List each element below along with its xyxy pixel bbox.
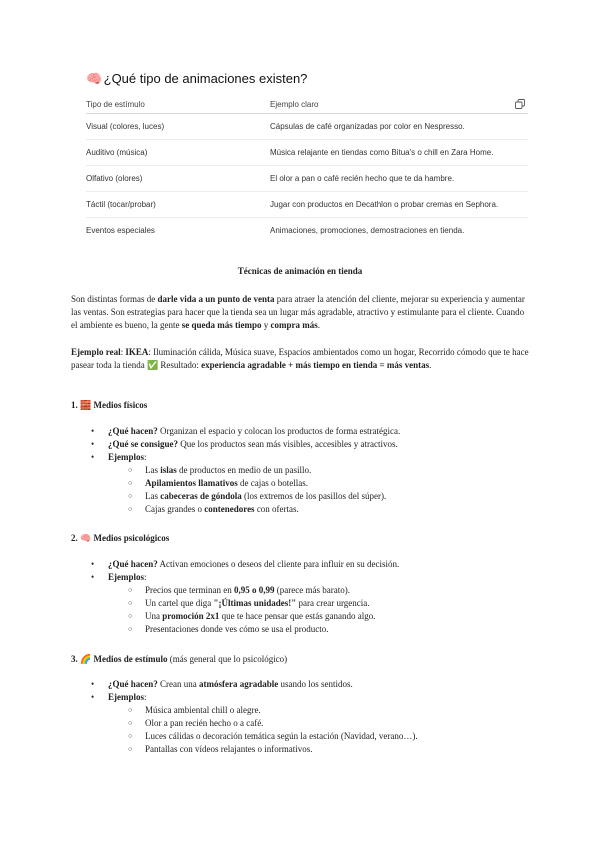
section-3-heading: 3. 🌈 Medios de estímulo (más general que lo psicológico) xyxy=(71,654,288,664)
table-cell: Auditivo (música) xyxy=(86,140,270,166)
intro-paragraph: Son distintas formas de darle vida a un punto de venta para atraer la atención del cliente, mejorar su experiencia y aumentar las ventas. Son estrategias para hacer que la tienda sea un lugar más agradable, atractivo y estimulante para el cliente. Cuando el ambiente es bueno, la gente se queda más tiempo y compra más. xyxy=(71,294,525,330)
sub-list-item: ○ Cajas grandes o contenedores con ofertas. xyxy=(108,503,400,516)
sub-list-item: ○ Música ambiental chill o alegre. xyxy=(108,704,418,717)
sub-list-item: ○ Pantallas con vídeos relajantes o informativos. xyxy=(108,743,418,756)
column-header: Tipo de estímulo xyxy=(86,96,270,114)
table-cell: Visual (colores, luces) xyxy=(86,114,270,140)
brain-icon: 🧠 xyxy=(80,533,92,543)
table-row xyxy=(86,114,528,140)
table-cell: Olfativo (olores) xyxy=(86,166,270,192)
table-header-row xyxy=(86,96,528,114)
column-header: Ejemplo claro xyxy=(270,96,528,114)
list-item: • Ejemplos: ○ Precios que terminan en 0,95 o 0,99 (parece más barato). ○ Un cartel que diga "¡Últimas unidades!" para crear urgencia. ○ Una promoción 2x1 que te hace pensar que estás ganando algo. ○ Presentaciones donde ves cómo se usa el producto. xyxy=(71,571,399,636)
table-cell: Táctil (tocar/probar) xyxy=(86,192,270,218)
list-item: • Ejemplos: ○ Música ambiental chill o alegre. ○ Olor a pan recién hecho o a café. ○ Luces cálidas o decoración temática según la estación (Navidad, verano…). ○ Pantallas con vídeos relajantes o informativos. xyxy=(71,691,418,756)
sub-list-item: ○ Las islas de productos en medio de un pasillo. xyxy=(108,464,400,477)
brick-icon: 🧱 xyxy=(80,400,92,410)
table-row xyxy=(86,218,528,244)
section-3-list xyxy=(71,678,418,756)
table-cell: Música relajante en tiendas como Bitua's o chill en Zara Home. xyxy=(270,140,528,166)
table-cell: Animaciones, promociones, demostraciones en tienda. xyxy=(270,226,465,235)
list-item: • ¿Qué hacen? Crean una atmósfera agradable usando los sentidos. xyxy=(71,678,418,691)
section-2-heading: 2. 🧠 Medios psicológicos xyxy=(71,533,170,543)
list-item: • ¿Qué se consigue? Que los productos sean más visibles, accesibles y atractivos. xyxy=(71,438,400,451)
table-cell: Eventos especiales xyxy=(86,226,155,235)
table-cell: El olor a pan o café recién hecho que te da hambre. xyxy=(270,166,528,192)
sub-list-item: ○ Apilamientos llamativos de cajas o botellas. xyxy=(108,477,400,490)
section-2-list xyxy=(71,558,399,636)
table-row xyxy=(86,166,528,192)
sub-list-item: ○ Las cabeceras de góndola (los extremos de los pasillos del súper). xyxy=(108,490,400,503)
table-row xyxy=(86,140,528,166)
section-1-list xyxy=(71,425,400,516)
list-item: • ¿Qué hacen? Activan emociones o deseos del cliente para influir en su decisión. xyxy=(71,558,399,571)
section-1-heading: 1. 🧱 Medios físicos xyxy=(71,400,148,410)
heading-text: ¿Qué tipo de animaciones existen? xyxy=(103,71,308,86)
list-item: • ¿Qué hacen? Organizan el espacio y colocan los productos de forma estratégica. xyxy=(71,425,400,438)
example-paragraph: Ejemplo real: IKEA: Iluminación cálida, Música suave, Espacios ambientados como un hogar, Recorrido cómodo que te hace pasear toda la tienda ✅ Resultado: experiencia agradable + más tiempo en tienda = más ventas. xyxy=(71,347,529,370)
table-row xyxy=(86,192,528,218)
section-heading xyxy=(86,71,307,87)
document-title: Técnicas de animación en tienda xyxy=(237,266,363,276)
sub-list-item: ○ Una promoción 2x1 que te hace pensar que estás ganando algo. xyxy=(108,610,399,623)
sub-list-item: ○ Luces cálidas o decoración temática según la estación (Navidad, verano…). xyxy=(108,730,418,743)
sub-list-item: ○ Olor a pan recién hecho o a café. xyxy=(108,717,418,730)
list-item: • Ejemplos: ○ Las islas de productos en medio de un pasillo. ○ Apilamientos llamativos de cajas o botellas. ○ Las cabeceras de góndola (los extremos de los pasillos del súper). ○ Cajas grandes o contenedores con ofertas. xyxy=(71,451,400,516)
table-cell: Jugar con productos en Decathlon o probar cremas en Sephora. xyxy=(270,192,528,218)
sub-list-item: ○ Presentaciones donde ves cómo se usa el producto. xyxy=(108,623,399,636)
brain-icon: 🧠 xyxy=(86,71,103,86)
table-cell: Cápsulas de café organizadas por color en Nespresso. xyxy=(270,114,528,140)
sub-list-item: ○ Precios que terminan en 0,95 o 0,99 (parece más barato). xyxy=(108,584,399,597)
rainbow-icon: 🌈 xyxy=(80,654,92,664)
stimulus-table xyxy=(86,96,528,243)
sub-list-item: ○ Un cartel que diga "¡Últimas unidades!" para crear urgencia. xyxy=(108,597,399,610)
